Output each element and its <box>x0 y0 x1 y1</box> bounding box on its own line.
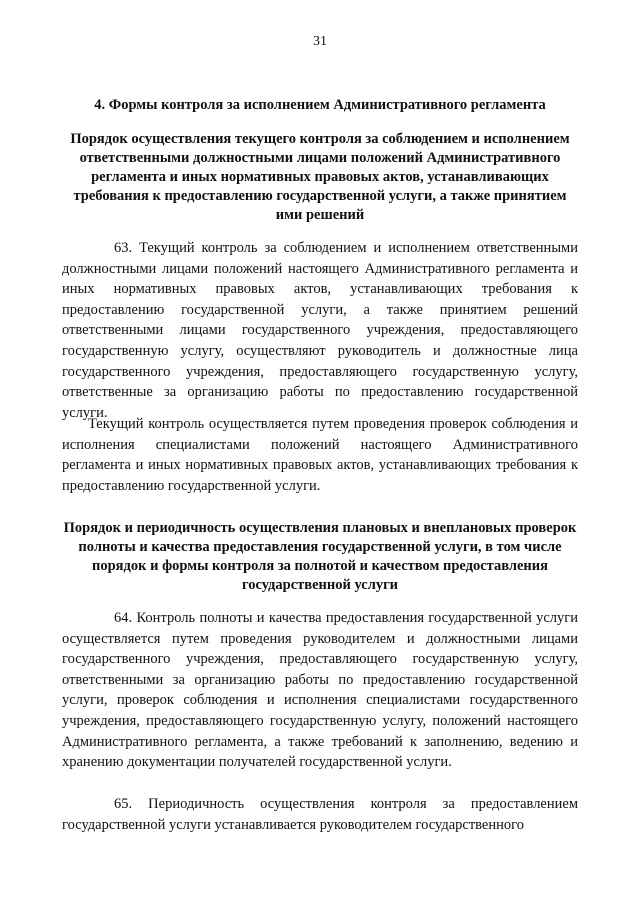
page-number: 31 <box>313 34 327 49</box>
paragraph-64: 64. Контроль полноты и качества предоставления государственной услуги осуществляется путем проведения руководителем и должностными лицами государственного учреждения, предоставляющего государственную услугу, ответственными за организацию работы по предоставлению государственной услуги, проверок соблюдения и исполнения специалистами государственного учреждения, предоставляющего государственную услугу, положений настоящего Административного регламента, а также требований к заполнению, ведению и хранению документации получателей государственной услуги. <box>62 610 578 771</box>
subheading-current-control: Порядок осуществления текущего контроля за соблюдением и исполнением ответственными должностными лицами положений Административного регламента и иных нормативных правовых актов, устанавливающих требования к предоставлению государственной услуги, а также принятием ими решений <box>70 131 570 223</box>
subheading-inspections: Порядок и периодичность осуществления плановых и внеплановых проверок полноты и качества предоставления государственной услуги, в том числе порядок и формы контроля за полнотой и качеством предоставления государственной услуги <box>63 520 577 593</box>
paragraph-63-continuation: Текущий контроль осуществляется путем проведения проверок соблюдения и исполнения специалистами положений настоящего Административного регламента и иных нормативных правовых актов, устанавливающих требования к предоставлению государственной услуги. <box>62 416 578 494</box>
section-title: 4. Формы контроля за исполнением Административного регламента <box>94 97 546 113</box>
paragraph-65: 65. Периодичность осуществления контроля за предоставлением государственной услуги устанавливается руководителем государственного <box>62 796 578 833</box>
paragraph-63: 63. Текущий контроль за соблюдением и исполнением ответственными должностными лицами положений настоящего Административного регламента и иных нормативных правовых актов, устанавливающих требования к предоставлению государственной услуги, а также принятием решений ответственными лицами государственного учреждения, предоставляющего государственную услугу, осуществляют руководитель и должностные лица государственного учреждения, предоставляющего государственную услугу, ответственные за организацию работы по предоставлению государственной услуги. <box>62 240 578 421</box>
